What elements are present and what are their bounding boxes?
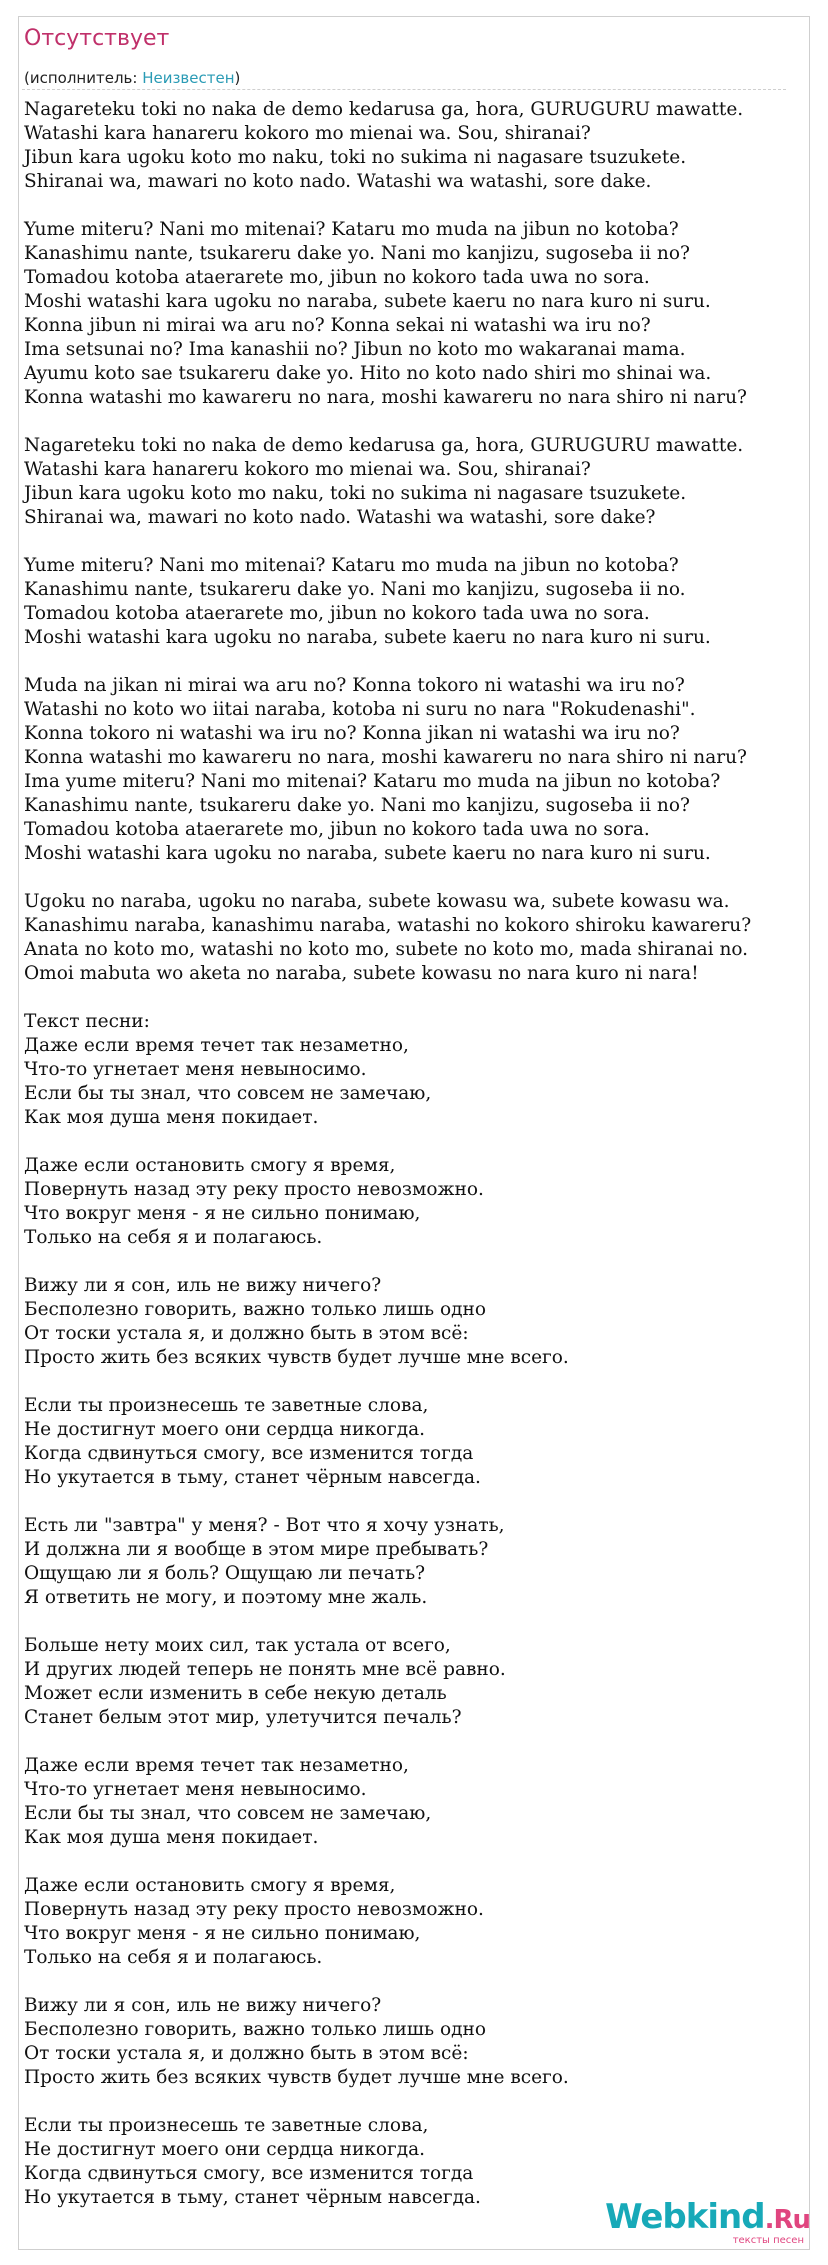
lyric-line: Tomadou kotoba ataerarete mo, jibun no kokoro tada uwa no sora. (24, 267, 650, 288)
lyric-line: Повернуть назад эту реку просто невозможно. (24, 1179, 484, 1200)
lyrics-stanza (24, 554, 804, 650)
lyric-line: Что вокруг меня - я не сильно понимаю, (24, 1923, 421, 1944)
lyric-line: Текст песни: (24, 1011, 150, 1032)
lyric-line: Moshi watashi kara ugoku no naraba, subete kaeru no nara kuro ni suru. (24, 843, 711, 864)
lyrics-stanza (24, 674, 804, 866)
lyric-line: Только на себя я и полагаюсь. (24, 1227, 323, 1248)
lyric-line: Konna jibun ni mirai wa aru no? Konna sekai ni watashi wa iru no? (24, 315, 651, 336)
lyric-line: Если бы ты знал, что совсем не замечаю, (24, 1083, 432, 1104)
lyric-line: Повернуть назад эту реку просто невозможно. (24, 1899, 484, 1920)
lyric-line: Если ты произнесешь те заветные слова, (24, 2115, 429, 2136)
lyrics-stanza (24, 1634, 804, 1730)
logo-subtitle: тексты песен (732, 2235, 804, 2246)
lyric-line: Бесполезно говорить, важно только лишь одно (24, 1299, 486, 1320)
lyrics-stanza (24, 1754, 804, 1850)
site-logo[interactable] (600, 2199, 810, 2247)
lyrics-stanza (24, 1154, 804, 1250)
lyrics-stanza (24, 1394, 804, 1490)
lyrics-stanza (24, 890, 804, 986)
lyric-line: Только на себя я и полагаюсь. (24, 1947, 323, 1968)
lyrics-stanza (24, 434, 804, 530)
lyric-line: Как моя душа меня покидает. (24, 1107, 319, 1128)
lyric-line: Kanashimu nante, tsukareru dake yo. Nani mo kanjizu, sugoseba ii no? (24, 243, 690, 264)
lyric-line: Как моя душа меня покидает. (24, 1827, 319, 1848)
artist-suffix: ) (234, 69, 241, 87)
lyric-line: Konna watashi mo kawareru no nara, moshi kawareru no nara shiro ni naru? (24, 387, 747, 408)
lyric-line: Moshi watashi kara ugoku no naraba, subete kaeru no nara kuro ni suru. (24, 291, 711, 312)
lyric-line: Когда сдвинуться смогу, все изменится тогда (24, 2163, 474, 2184)
lyric-line: Nagareteku toki no naka de demo kedarusa ga, hora, GURUGURU mawatte. (24, 99, 744, 120)
lyric-line: Вижу ли я сон, иль не вижу ничего? (24, 1275, 382, 1296)
lyric-line: Yume miteru? Nani mo mitenai? Kataru mo muda na jibun no kotoba? (24, 555, 679, 576)
lyric-line: Omoi mabuta wo aketa no naraba, subete kowasu no nara kuro ni nara! (24, 963, 699, 984)
lyric-line: Что-то угнетает меня невыносимо. (24, 1779, 367, 1800)
lyric-line: Ugoku no naraba, ugoku no naraba, subete kowasu wa, subete kowasu wa. (24, 891, 730, 912)
lyric-line: Shiranai wa, mawari no koto nado. Watashi wa watashi, sore dake? (24, 507, 656, 528)
lyric-line: Kanashimu naraba, kanashimu naraba, watashi no kokoro shiroku kawareru? (24, 915, 752, 936)
lyric-line: Даже если остановить смогу я время, (24, 1875, 396, 1896)
lyrics-body (24, 98, 804, 2234)
lyric-line: Что вокруг меня - я не сильно понимаю, (24, 1203, 421, 1224)
lyric-line: Konna tokoro ni watashi wa iru no? Konna jikan ni watashi wa iru no? (24, 723, 680, 744)
lyric-line: Но укутается в тьму, станет чёрным навсегда. (24, 2187, 481, 2208)
lyric-line: Если ты произнесешь те заветные слова, (24, 1395, 429, 1416)
lyric-line: Просто жить без всяких чувств будет лучше мне всего. (24, 2067, 569, 2088)
lyric-line: Просто жить без всяких чувств будет лучше мне всего. (24, 1347, 569, 1368)
lyrics-stanza (24, 1994, 804, 2090)
song-title: Отсутствует (24, 26, 170, 51)
lyric-line: Есть ли "завтра" у меня? - Вот что я хочу узнать, (24, 1515, 505, 1536)
lyrics-stanza (24, 1274, 804, 1370)
lyric-line: Я ответить не могу, и поэтому мне жаль. (24, 1587, 428, 1608)
lyric-line: Konna watashi mo kawareru no nara, moshi kawareru no nara shiro ni naru? (24, 747, 747, 768)
lyric-line: Watashi no koto wo iitai naraba, kotoba ni suru no nara "Rokudenashi". (24, 699, 696, 720)
artist-link[interactable]: Неизвестен (142, 69, 235, 87)
lyric-line: Ощущаю ли я боль? Ощущаю ли печать? (24, 1563, 426, 1584)
logo-main-text: Webkind (605, 2197, 765, 2237)
lyric-line: Вижу ли я сон, иль не вижу ничего? (24, 1995, 382, 2016)
lyric-line: Не достигнут моего они сердца никогда. (24, 2139, 426, 2160)
lyric-line: Ima yume miteru? Nani mo mitenai? Kataru mo muda na jibun no kotoba? (24, 771, 721, 792)
lyric-line: Kanashimu nante, tsukareru dake yo. Nani mo kanjizu, sugoseba ii no. (24, 579, 686, 600)
lyrics-stanza (24, 218, 804, 410)
lyric-line: Shiranai wa, mawari no koto nado. Watashi wa watashi, sore dake. (24, 171, 652, 192)
lyric-line: Ima setsunai no? Ima kanashii no? Jibun no koto mo wakaranai mama. (24, 339, 686, 360)
lyric-line: И других людей теперь не понять мне всё равно. (24, 1659, 506, 1680)
lyrics-stanza (24, 2114, 804, 2210)
lyric-line: Moshi watashi kara ugoku no naraba, subete kaeru no nara kuro ni suru. (24, 627, 711, 648)
lyric-line: Даже если остановить смогу я время, (24, 1155, 396, 1176)
lyric-line: Но укутается в тьму, станет чёрным навсегда. (24, 1467, 481, 1488)
lyric-line: Станет белым этот мир, улетучится печаль? (24, 1707, 462, 1728)
artist-prefix: (исполнитель: (24, 69, 143, 87)
lyric-line: Anata no koto mo, watashi no koto mo, subete no koto mo, mada shiranai no. (24, 939, 749, 960)
lyric-line: Ayumu koto sae tsukareru dake yo. Hito no koto nado shiri mo shinai wa. (24, 363, 712, 384)
lyric-line: Даже если время течет так незаметно, (24, 1035, 409, 1056)
lyric-line: От тоски устала я, и должно быть в этом всё: (24, 1323, 469, 1344)
lyric-line: Tomadou kotoba ataerarete mo, jibun no kokoro tada uwa no sora. (24, 603, 650, 624)
lyric-line: Yume miteru? Nani mo mitenai? Kataru mo muda na jibun no kotoba? (24, 219, 679, 240)
lyrics-stanza (24, 1514, 804, 1610)
lyric-line: Может если изменить в себе некую деталь (24, 1683, 447, 1704)
header-divider (22, 89, 786, 90)
lyrics-stanza (24, 98, 804, 194)
lyric-line: Бесполезно говорить, важно только лишь одно (24, 2019, 486, 2040)
lyric-line: Даже если время течет так незаметно, (24, 1755, 409, 1776)
lyric-line: Nagareteku toki no naka de demo kedarusa ga, hora, GURUGURU mawatte. (24, 435, 744, 456)
lyric-line: Больше нету моих сил, так устала от всего, (24, 1635, 451, 1656)
lyric-line: От тоски устала я, и должно быть в этом всё: (24, 2043, 469, 2064)
lyric-line: Muda na jikan ni mirai wa aru no? Konna tokoro ni watashi wa iru no? (24, 675, 685, 696)
lyric-line: Watashi kara hanareru kokoro mo mienai wa. Sou, shiranai? (24, 459, 591, 480)
artist-line (24, 69, 240, 87)
lyrics-stanza (24, 1010, 804, 1130)
lyric-line: Если бы ты знал, что совсем не замечаю, (24, 1803, 432, 1824)
lyric-line: Watashi kara hanareru kokoro mo mienai wa. Sou, shiranai? (24, 123, 591, 144)
lyric-line: Jibun kara ugoku koto mo naku, toki no sukima ni nagasare tsuzukete. (24, 147, 687, 168)
logo-wordmark (600, 2199, 810, 2238)
lyric-line: Когда сдвинуться смогу, все изменится тогда (24, 1443, 474, 1464)
lyrics-stanza (24, 1874, 804, 1970)
lyric-line: Что-то угнетает меня невыносимо. (24, 1059, 367, 1080)
lyric-line: И должна ли я вообще в этом мире пребывать? (24, 1539, 489, 1560)
lyric-line: Kanashimu nante, tsukareru dake yo. Nani mo kanjizu, sugoseba ii no? (24, 795, 690, 816)
lyric-line: Tomadou kotoba ataerarete mo, jibun no kokoro tada uwa no sora. (24, 819, 650, 840)
lyric-line: Jibun kara ugoku koto mo naku, toki no sukima ni nagasare tsuzukete. (24, 483, 687, 504)
lyric-line: Не достигнут моего они сердца никогда. (24, 1419, 426, 1440)
logo-tld-text: .Ru (764, 2205, 810, 2235)
